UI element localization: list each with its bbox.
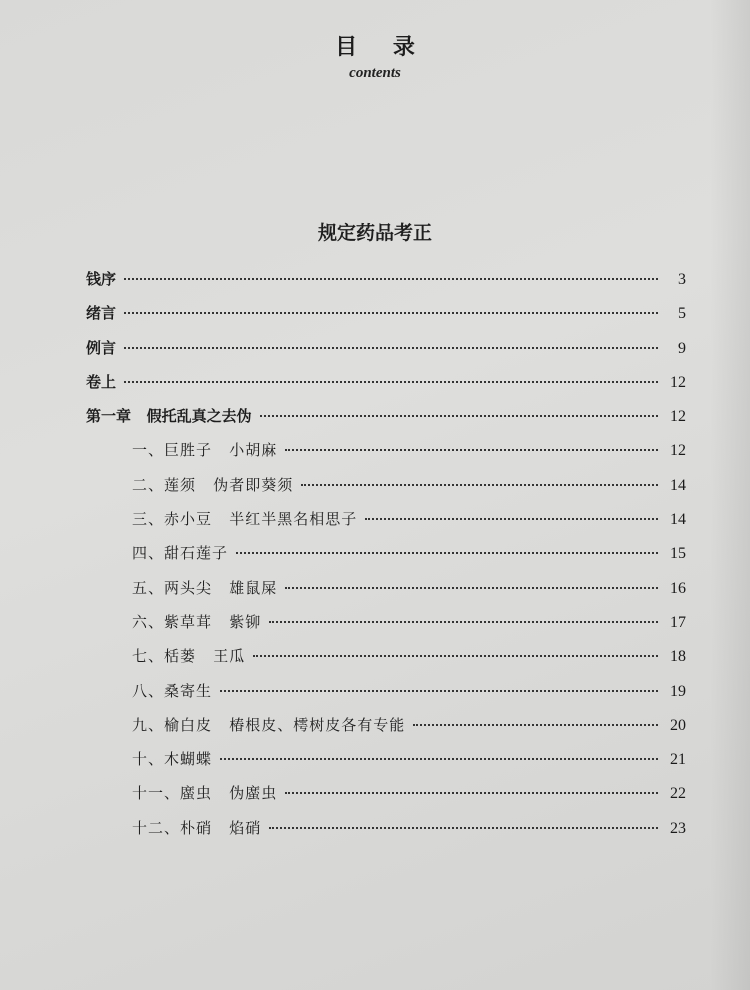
- dot-leader: [260, 415, 658, 417]
- toc-entry-label: 十二、朴硝 焰硝: [132, 818, 262, 837]
- toc-entry[interactable]: [86, 468, 686, 502]
- toc-page-number: 3: [678, 271, 686, 288]
- toc-entry[interactable]: [86, 365, 686, 399]
- dot-leader: [124, 278, 658, 280]
- toc-page-number: 17: [670, 613, 686, 631]
- toc-entry[interactable]: [86, 742, 686, 776]
- toc-entry-label: 五、两头尖 雄鼠屎: [132, 578, 278, 597]
- toc-entry[interactable]: [86, 708, 686, 742]
- toc-entry-label: 例言: [86, 338, 117, 357]
- toc-entry-label: 卷上: [86, 372, 117, 391]
- dot-leader: [236, 552, 658, 554]
- dot-leader: [124, 381, 658, 383]
- toc-page-number: 21: [670, 751, 686, 769]
- section-title: 规定药品考正: [317, 222, 432, 244]
- toc-page-number: 19: [670, 682, 686, 700]
- toc-entry[interactable]: [86, 502, 686, 536]
- dot-leader: [285, 449, 658, 451]
- toc-entry[interactable]: [86, 536, 686, 570]
- toc-entry[interactable]: [86, 776, 686, 810]
- toc-page-number: 15: [670, 545, 686, 563]
- toc-entry-label: 十、木蝴蝶: [132, 750, 213, 769]
- dot-leader: [253, 655, 658, 657]
- toc-entry[interactable]: [86, 399, 686, 433]
- toc-entry-label: 七、栝蒌 王瓜: [132, 647, 246, 666]
- toc-entry[interactable]: [86, 433, 686, 467]
- toc-entry[interactable]: [86, 674, 686, 708]
- toc-entry-label: 三、赤小豆 半红半黑名相思子: [132, 510, 358, 529]
- dot-leader: [413, 724, 658, 726]
- toc-entry-label: 一、巨胜子 小胡麻: [132, 441, 278, 460]
- toc-entry-label: 八、桑寄生: [132, 681, 213, 700]
- page-header: [0, 30, 750, 82]
- toc-entry-label: 绪言: [86, 304, 117, 323]
- toc-page-number: 20: [670, 716, 686, 734]
- toc-page-number: 22: [670, 785, 686, 803]
- dot-leader: [365, 518, 658, 520]
- toc-entry[interactable]: [86, 296, 686, 330]
- toc-entry-label: 六、紫草茸 紫铆: [132, 612, 262, 631]
- toc-page-number: 9: [678, 339, 686, 357]
- page-edge-shadow: [710, 0, 750, 990]
- toc-page-number: 5: [678, 305, 686, 323]
- toc-page-number: 14: [670, 511, 686, 529]
- toc-entry[interactable]: [86, 331, 686, 365]
- dot-leader: [124, 347, 658, 349]
- toc-entry-label: 钱序: [86, 270, 117, 288]
- page-subtitle: contents: [349, 65, 401, 81]
- dot-leader: [285, 792, 658, 794]
- toc-entry[interactable]: [86, 571, 686, 605]
- table-of-contents: [86, 262, 686, 845]
- toc-page-number: 14: [670, 476, 686, 494]
- toc-page-number: 12: [670, 408, 686, 426]
- toc-page-number: 18: [670, 648, 686, 666]
- page-title: 目 录: [335, 35, 429, 60]
- toc-entry[interactable]: [86, 811, 686, 845]
- toc-page-number: 12: [670, 373, 686, 391]
- toc-page-number: 12: [670, 442, 686, 460]
- dot-leader: [124, 312, 658, 314]
- dot-leader: [220, 690, 658, 692]
- dot-leader: [301, 484, 658, 486]
- toc-entry-label: 四、甜石莲子: [132, 544, 229, 563]
- toc-entry-label: 二、莲须 伪者即葵须: [132, 475, 294, 494]
- dot-leader: [269, 827, 658, 829]
- toc-entry[interactable]: [86, 262, 686, 296]
- toc-entry-label: 十一、䗪虫 伪䗪虫: [132, 784, 278, 803]
- dot-leader: [285, 587, 658, 589]
- dot-leader: [269, 621, 658, 623]
- toc-entry[interactable]: [86, 605, 686, 639]
- toc-entry-label: 九、榆白皮 椿根皮、樗树皮各有专能: [132, 715, 406, 734]
- toc-page-number: 16: [670, 579, 686, 597]
- toc-entry-label: 第一章 假托乱真之去伪: [86, 407, 252, 426]
- toc-page-number: 23: [670, 819, 686, 837]
- toc-entry[interactable]: [86, 639, 686, 673]
- dot-leader: [220, 758, 658, 760]
